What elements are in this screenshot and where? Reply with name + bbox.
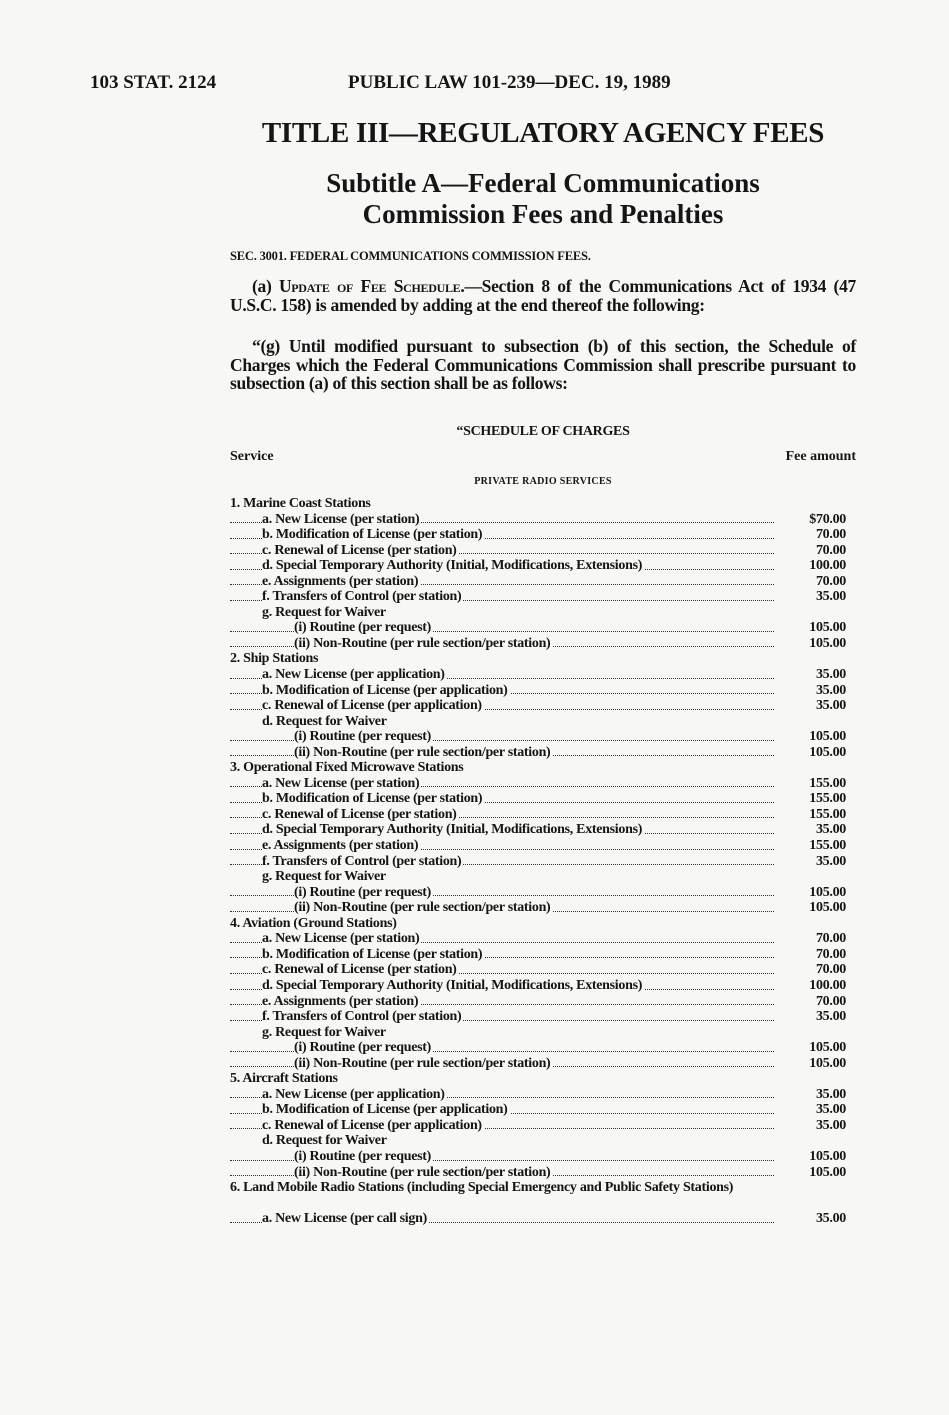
schedule-row-amount: 105.00 (809, 729, 846, 745)
schedule-row (230, 791, 856, 807)
section-heading: SEC. 3001. FEDERAL COMMUNICATIONS COMMISSION FEES. (230, 249, 591, 263)
schedule-row-label: a. New License (per call sign) (262, 1211, 427, 1227)
schedule-row-amount: 70.00 (815, 573, 846, 589)
schedule-row-label: 6. Land Mobile Radio Stations (including Special Emergency and Public Safety Stations) (230, 1180, 792, 1196)
schedule-row-amount: 70.00 (815, 542, 846, 558)
schedule-row-amount: 35.00 (815, 1211, 846, 1227)
stat-page-number: 103 STAT. 2124 (90, 72, 217, 93)
schedule-row (230, 745, 856, 761)
schedule-row-label: (i) Routine (per request) (294, 1148, 432, 1164)
schedule-row-amount: 105.00 (809, 1055, 846, 1071)
schedule-row (230, 1118, 856, 1134)
schedule-row-amount: 35.00 (815, 1009, 846, 1025)
subtitle-line-2: Commission Fees and Penalties (362, 199, 724, 229)
schedule-row (230, 512, 856, 528)
schedule-row-amount: 35.00 (815, 589, 846, 605)
schedule-row (230, 543, 856, 559)
schedule-row-amount: 155.00 (809, 838, 846, 854)
schedule-row (230, 496, 856, 512)
schedule-row-amount: 35.00 (815, 1086, 846, 1102)
schedule-row-label: 1. Marine Coast Stations (230, 496, 371, 511)
schedule-row-label: 2. Ship Stations (230, 651, 319, 667)
schedule-row (230, 994, 856, 1010)
schedule-row (230, 714, 856, 730)
schedule-row-label: c. Renewal of License (per application) (262, 698, 482, 714)
schedule-row-amount: 35.00 (815, 1102, 846, 1118)
schedule-row-label: d. Request for Waiver (262, 713, 387, 729)
schedule-row-label: c. Renewal of License (per application) (262, 1117, 482, 1133)
schedule-row-label: e. Assignments (per station) (262, 993, 419, 1009)
schedule-title: “SCHEDULE OF CHARGES (456, 424, 630, 439)
schedule-row (230, 620, 856, 636)
schedule-row-label: d. Special Temporary Authority (Initial, Modifications, Extensions) (262, 558, 643, 574)
schedule-row (230, 1133, 856, 1149)
schedule-row (230, 869, 856, 885)
schedule-row-label: (ii) Non-Routine (per rule section/per station) (294, 635, 551, 651)
schedule-row-label: f. Transfers of Control (per station) (262, 589, 462, 605)
schedule-row (230, 1087, 856, 1103)
schedule-row-label: d. Special Temporary Authority (Initial, Modifications, Extensions) (262, 977, 643, 993)
schedule-row-label: c. Renewal of License (per station) (262, 806, 457, 822)
schedule-row-amount: 35.00 (815, 682, 846, 698)
schedule-row-label: (ii) Non-Routine (per rule section/per station) (294, 1164, 551, 1180)
column-header-service: Service (230, 449, 274, 464)
schedule-row-amount: 70.00 (815, 527, 846, 543)
schedule-row-label: g. Request for Waiver (262, 604, 386, 620)
schedule-row-label: (ii) Non-Routine (per rule section/per station) (294, 1055, 551, 1071)
schedule-row (230, 1180, 856, 1211)
schedule-row-label: (i) Routine (per request) (294, 1040, 432, 1056)
schedule-row-amount: 35.00 (815, 698, 846, 714)
schedule-row (230, 947, 856, 963)
schedule-row-label: (i) Routine (per request) (294, 884, 432, 900)
schedule-row-label: (ii) Non-Routine (per rule section/per station) (294, 900, 551, 916)
paragraph-a-label: (a) (252, 276, 279, 296)
schedule-row-amount: 100.00 (809, 558, 846, 574)
schedule-row (230, 605, 856, 621)
schedule-row (230, 1165, 856, 1181)
schedule-row-label: b. Modification of License (per station) (262, 791, 483, 807)
schedule-row (230, 807, 856, 823)
schedule-row-label: a. New License (per station) (262, 775, 420, 791)
schedule-row-amount: 105.00 (809, 1040, 846, 1056)
schedule-row-amount: 105.00 (809, 1148, 846, 1164)
schedule-row-label: 3. Operational Fixed Microwave Stations (230, 760, 464, 776)
schedule-row (230, 698, 856, 714)
schedule-row-amount: 155.00 (809, 806, 846, 822)
category-heading: PRIVATE RADIO SERVICES (474, 476, 612, 487)
paragraph-a (230, 277, 856, 314)
schedule-row-label: f. Transfers of Control (per station) (262, 1009, 462, 1025)
schedule-row-amount: 70.00 (815, 962, 846, 978)
schedule-row-amount: 105.00 (809, 1164, 846, 1180)
schedule-row-label: a. New License (per application) (262, 667, 445, 683)
schedule-row-amount: 35.00 (815, 853, 846, 869)
schedule-row-label: g. Request for Waiver (262, 1024, 386, 1040)
schedule-row (230, 1211, 856, 1227)
schedule-row (230, 558, 856, 574)
public-law-citation: PUBLIC LAW 101-239—DEC. 19, 1989 (348, 72, 671, 93)
schedule-row-amount: 105.00 (809, 900, 846, 916)
schedule-row (230, 854, 856, 870)
schedule-row (230, 962, 856, 978)
schedule-row-label: 5. Aircraft Stations (230, 1071, 338, 1087)
schedule-row (230, 527, 856, 543)
schedule-row (230, 978, 856, 994)
schedule-row-label: d. Request for Waiver (262, 1133, 387, 1149)
schedule-row (230, 1056, 856, 1072)
schedule-row (230, 729, 856, 745)
schedule-row-label: b. Modification of License (per application) (262, 1102, 508, 1118)
schedule-row-label: e. Assignments (per station) (262, 838, 419, 854)
paragraph-a-text: .—Section 8 of the Communications Act of 1934 (47 U.S.C. 158) is amended by adding at the end thereof the following: (230, 276, 856, 315)
schedule-row-amount: $70.00 (809, 511, 846, 527)
schedule-row-amount: 155.00 (809, 791, 846, 807)
schedule-row-label: a. New License (per application) (262, 1086, 445, 1102)
schedule-row (230, 1149, 856, 1165)
schedule-row (230, 776, 856, 792)
schedule-row-amount: 100.00 (809, 977, 846, 993)
schedule-row-label: b. Modification of License (per station) (262, 527, 483, 543)
schedule-row-label: b. Modification of License (per station) (262, 946, 483, 962)
subtitle-line-1: Subtitle A—Federal Communications (326, 168, 760, 198)
schedule-row-amount: 70.00 (815, 931, 846, 947)
schedule-row (230, 822, 856, 838)
schedule-row (230, 589, 856, 605)
schedule-row (230, 574, 856, 590)
schedule-row (230, 636, 856, 652)
schedule-row (230, 760, 856, 776)
schedule-row (230, 1025, 856, 1041)
schedule-row-amount: 70.00 (815, 993, 846, 1009)
schedule-row-amount: 105.00 (809, 744, 846, 760)
schedule-row (230, 1009, 856, 1025)
schedule-row-amount: 35.00 (815, 667, 846, 683)
schedule-row (230, 683, 856, 699)
schedule-row (230, 838, 856, 854)
schedule-row (230, 885, 856, 901)
schedule-row (230, 916, 856, 932)
schedule-row-label: c. Renewal of License (per station) (262, 542, 457, 558)
schedule-row-amount: 105.00 (809, 620, 846, 636)
schedule-row (230, 667, 856, 683)
schedule-row-label: 4. Aviation (Ground Stations) (230, 915, 397, 931)
schedule-row (230, 1040, 856, 1056)
schedule-row-label: d. Special Temporary Authority (Initial, Modifications, Extensions) (262, 822, 643, 838)
schedule-row-label: c. Renewal of License (per station) (262, 962, 457, 978)
schedule-row-amount: 35.00 (815, 1117, 846, 1133)
schedule-row-label: e. Assignments (per station) (262, 573, 419, 589)
schedule-row-amount: 35.00 (815, 822, 846, 838)
schedule-row-label: a. New License (per station) (262, 931, 420, 947)
schedule-row (230, 1071, 856, 1087)
schedule-row (230, 931, 856, 947)
paragraph-g: “(g) Until modified pursuant to subsection (b) of this section, the Schedule of Charges which the Federal Communications Commission shall prescribe pursuant to subsection (a) of this section shall be as follows: (230, 336, 856, 393)
schedule-row-amount: 155.00 (809, 775, 846, 791)
schedule-table (230, 496, 856, 1227)
schedule-row-label: (ii) Non-Routine (per rule section/per station) (294, 744, 551, 760)
schedule-row-amount: 70.00 (815, 946, 846, 962)
schedule-row-label: g. Request for Waiver (262, 869, 386, 885)
schedule-row-amount: 105.00 (809, 635, 846, 651)
schedule-row (230, 651, 856, 667)
schedule-row (230, 900, 856, 916)
schedule-row-label: a. New License (per station) (262, 511, 420, 527)
paragraph-a-heading: Update of Fee Schedule (278, 276, 461, 296)
subtitle-heading (230, 168, 856, 230)
schedule-row-label: (i) Routine (per request) (294, 729, 432, 745)
schedule-row (230, 1102, 856, 1118)
schedule-row-label: f. Transfers of Control (per station) (262, 853, 462, 869)
schedule-row-label: (i) Routine (per request) (294, 620, 432, 636)
column-header-fee: Fee amount (785, 449, 856, 464)
schedule-row-label: b. Modification of License (per application) (262, 682, 508, 698)
schedule-row-amount: 105.00 (809, 884, 846, 900)
title-heading: TITLE III—REGULATORY AGENCY FEES (261, 117, 825, 149)
